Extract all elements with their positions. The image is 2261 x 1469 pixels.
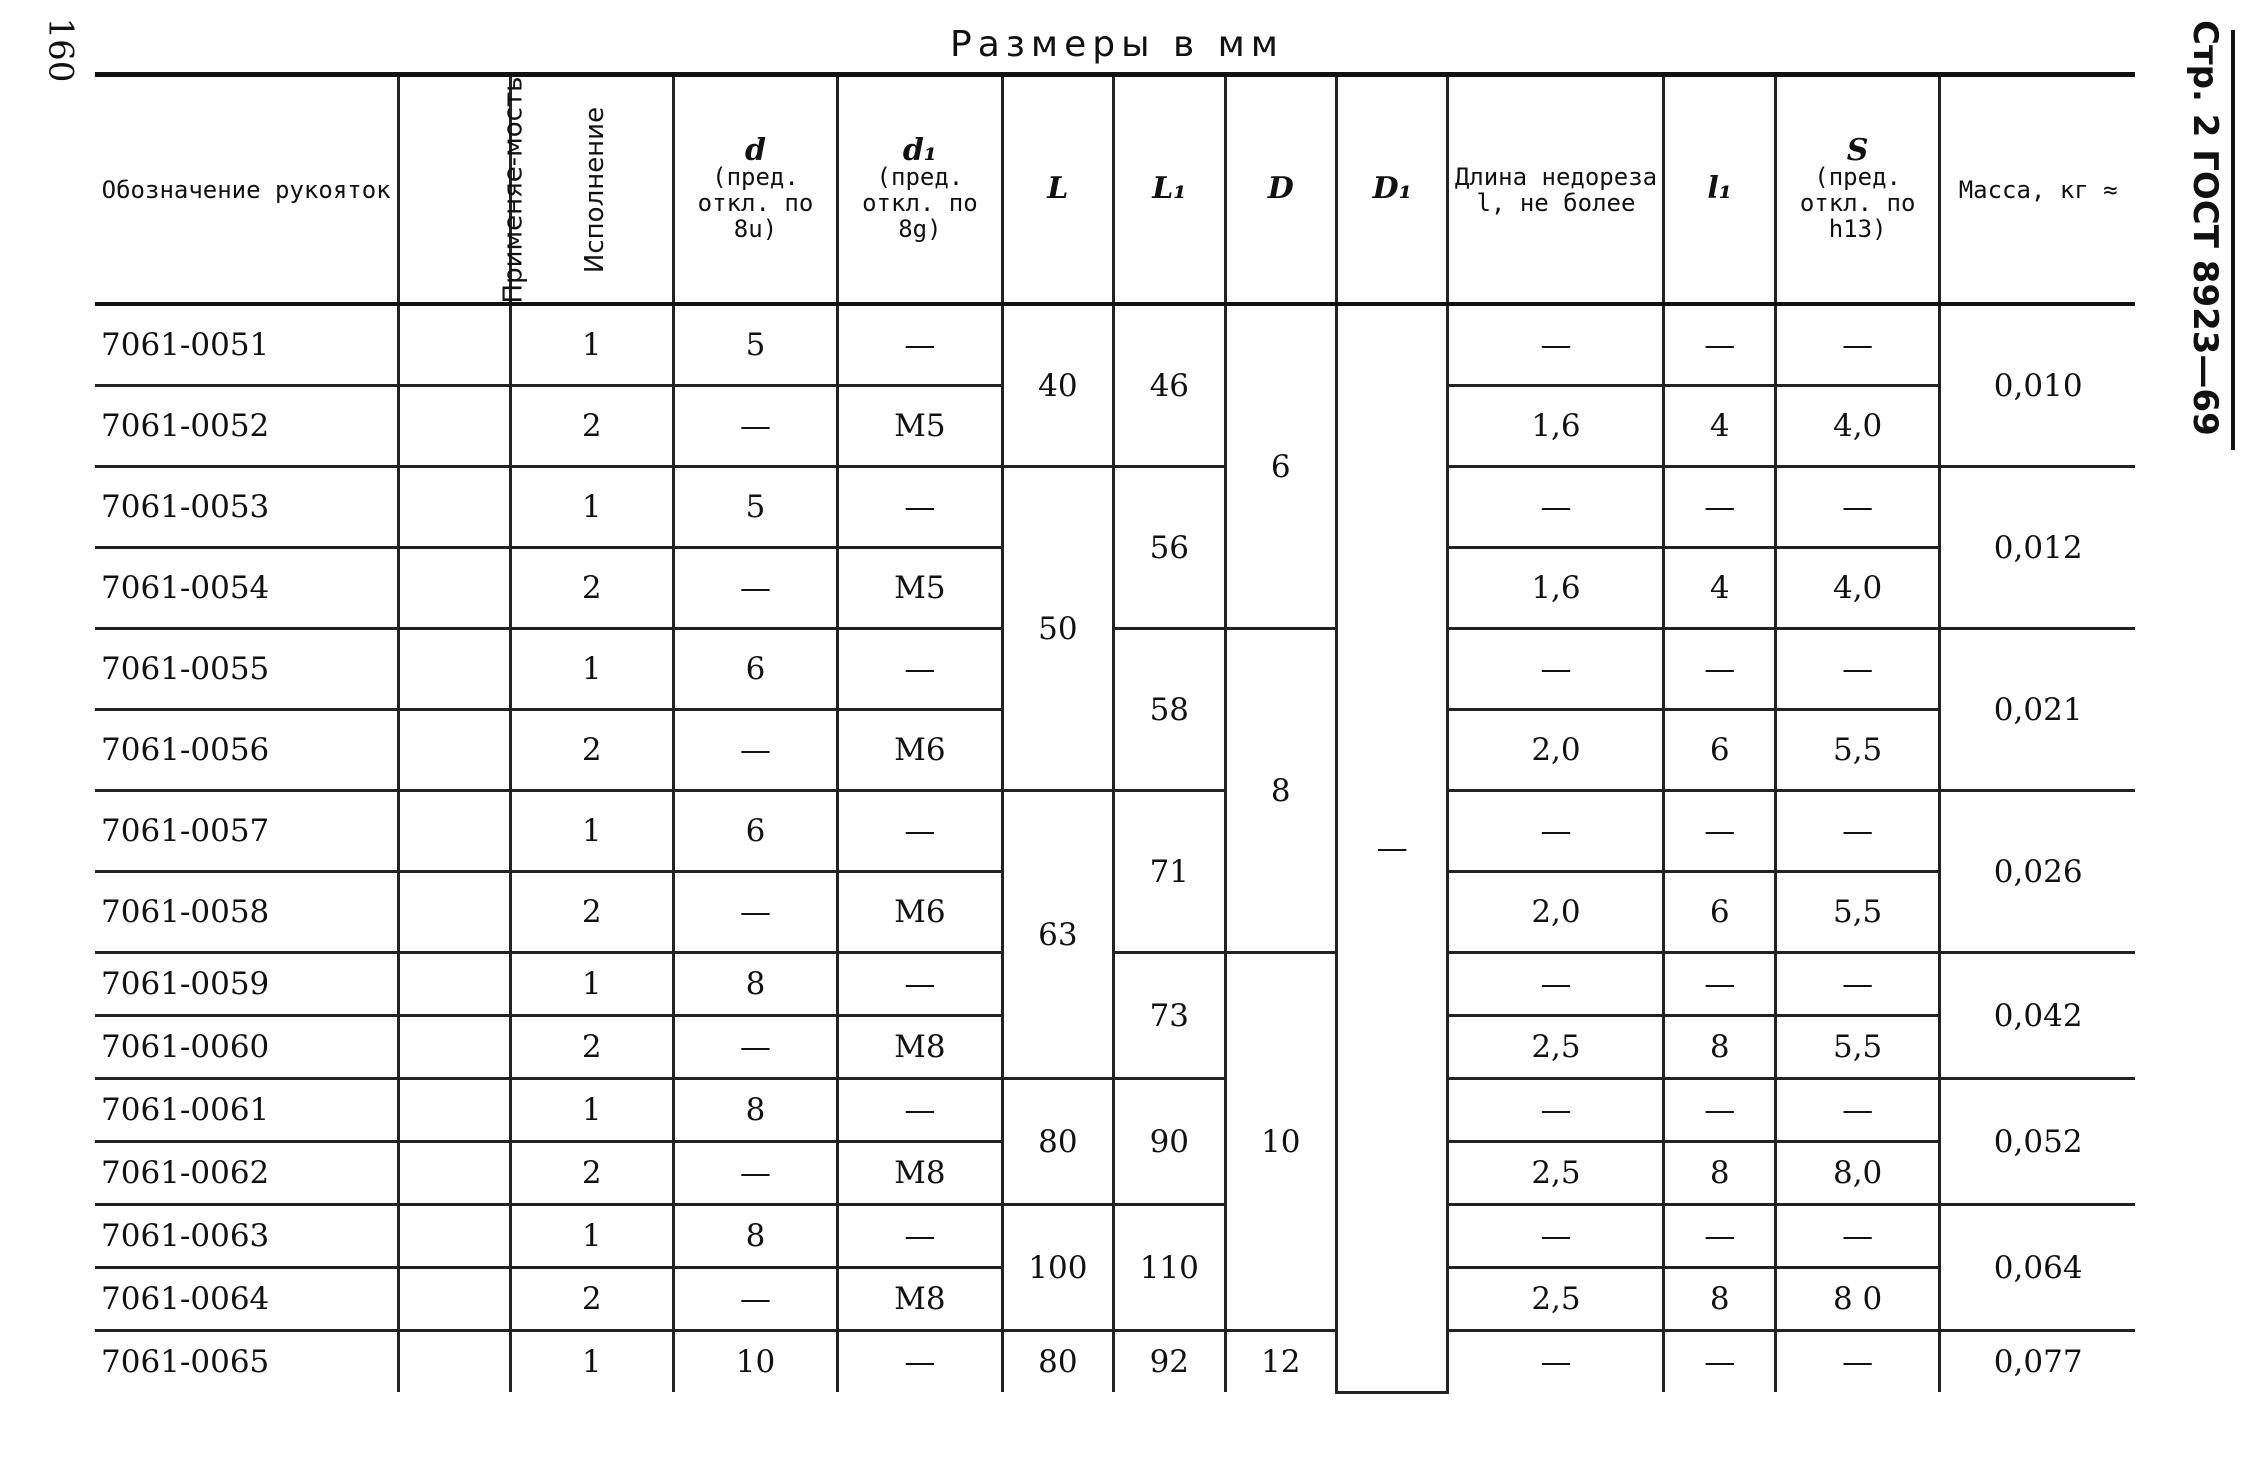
applicability-cell <box>399 1142 510 1205</box>
D-cell: 8 <box>1225 629 1336 953</box>
d1-cell: М6 <box>838 872 1002 953</box>
designation-cell: 7061-0064 <box>95 1268 399 1331</box>
col-L1 <box>1114 75 1225 305</box>
s-cell: — <box>1775 304 1939 386</box>
undercut-cell: 1,6 <box>1448 386 1664 467</box>
d-cell: 5 <box>673 467 837 548</box>
page-number: 160 <box>40 17 81 83</box>
L-cell: 50 <box>1002 467 1113 791</box>
d1-cell: — <box>838 629 1002 710</box>
applicability-cell <box>399 629 510 710</box>
d1-cell: М5 <box>838 548 1002 629</box>
d-cell: 5 <box>673 304 837 386</box>
version-cell: 2 <box>510 1016 673 1079</box>
d1-cell: — <box>838 1079 1002 1142</box>
designation-cell: 7061-0060 <box>95 1016 399 1079</box>
D-cell: 12 <box>1225 1331 1336 1393</box>
s-cell: — <box>1775 467 1939 548</box>
s-cell: — <box>1775 629 1939 710</box>
designation-cell: 7061-0056 <box>95 710 399 791</box>
l1-cell: 6 <box>1664 872 1775 953</box>
undercut-cell: 2,5 <box>1448 1142 1664 1205</box>
col-d <box>673 75 837 305</box>
table-row <box>95 791 2135 872</box>
col-l1 <box>1664 75 1775 305</box>
undercut-cell: — <box>1448 629 1664 710</box>
col-designation-label: Обозначение рукояток <box>101 175 391 204</box>
l1-cell: — <box>1664 304 1775 386</box>
col-d-note: (пред. откл. по 8u) <box>697 162 814 243</box>
d1-cell: — <box>838 1331 1002 1393</box>
applicability-cell <box>399 1016 510 1079</box>
col-D1 <box>1337 75 1448 305</box>
col-undercut-label: Длина недореза l, не более <box>1454 162 1658 217</box>
d1-cell: — <box>838 1205 1002 1268</box>
s-cell: 5,5 <box>1775 872 1939 953</box>
d-cell: 10 <box>673 1331 837 1393</box>
L1-cell: 71 <box>1114 791 1225 953</box>
s-cell: 4,0 <box>1775 548 1939 629</box>
table-row <box>95 1331 2135 1393</box>
d1-cell: — <box>838 953 1002 1016</box>
col-L <box>1002 75 1113 305</box>
table-row <box>95 629 2135 710</box>
col-d-symbol: d <box>744 132 766 168</box>
s-cell: 4,0 <box>1775 386 1939 467</box>
col-d1-note: (пред. откл. по 8g) <box>862 162 978 243</box>
s-cell: 8,0 <box>1775 1142 1939 1205</box>
version-cell: 1 <box>510 467 673 548</box>
col-applicability <box>399 75 529 305</box>
d1-cell: М5 <box>838 386 1002 467</box>
designation-cell: 7061-0054 <box>95 548 399 629</box>
undercut-cell: — <box>1448 304 1664 386</box>
col-l1-label: l₁ <box>1707 171 1732 206</box>
col-applicability-label: Применяе-мость <box>498 76 529 303</box>
designation-cell: 7061-0062 <box>95 1142 399 1205</box>
col-D <box>1225 75 1336 305</box>
version-cell: 2 <box>510 710 673 791</box>
applicability-cell <box>399 386 510 467</box>
col-undercut <box>1448 75 1664 305</box>
table-row <box>95 1205 2135 1268</box>
undercut-cell: — <box>1448 1205 1664 1268</box>
L-cell: 80 <box>1002 1331 1113 1393</box>
version-cell: 1 <box>510 1331 673 1393</box>
s-cell: — <box>1775 791 1939 872</box>
l1-cell: 4 <box>1664 386 1775 467</box>
version-cell: 2 <box>510 548 673 629</box>
mass-cell: 0,021 <box>1940 629 2135 791</box>
undercut-cell: 2,0 <box>1448 710 1664 791</box>
L1-cell: 46 <box>1114 304 1225 467</box>
undercut-cell: — <box>1448 1079 1664 1142</box>
col-D1-label: D₁ <box>1372 171 1412 206</box>
undercut-cell: — <box>1448 953 1664 1016</box>
l1-cell: 8 <box>1664 1268 1775 1331</box>
mass-cell: 0,042 <box>1940 953 2135 1079</box>
mass-cell: 0,077 <box>1940 1331 2135 1393</box>
d-cell: — <box>673 710 837 791</box>
applicability-cell <box>399 953 510 1016</box>
undercut-cell: 2,0 <box>1448 872 1664 953</box>
designation-cell: 7061-0055 <box>95 629 399 710</box>
s-cell: — <box>1775 1205 1939 1268</box>
d-cell: — <box>673 1016 837 1079</box>
d-cell: — <box>673 548 837 629</box>
L-cell: 100 <box>1002 1205 1113 1331</box>
undercut-cell: — <box>1448 1331 1664 1393</box>
d1-cell: — <box>838 791 1002 872</box>
s-cell: 5,5 <box>1775 710 1939 791</box>
L-cell: 63 <box>1002 791 1113 1079</box>
col-S <box>1775 75 1939 305</box>
s-cell: — <box>1775 1079 1939 1142</box>
applicability-cell <box>399 1331 510 1393</box>
applicability-cell <box>399 1079 510 1142</box>
col-d1 <box>838 75 1002 305</box>
col-mass <box>1940 75 2135 305</box>
dimensions-table <box>95 72 2135 1394</box>
col-version <box>510 75 673 305</box>
l1-cell: — <box>1664 791 1775 872</box>
l1-cell: — <box>1664 629 1775 710</box>
designation-cell: 7061-0065 <box>101 1344 270 1380</box>
version-cell: 2 <box>510 386 673 467</box>
table-row <box>95 304 2135 386</box>
col-S-note: (пред. откл. по h13) <box>1799 162 1916 243</box>
s-cell: 5,5 <box>1775 1016 1939 1079</box>
L1-cell: 92 <box>1114 1331 1225 1393</box>
standard-reference: Стр. 2 ГОСТ 8923—69 <box>2185 20 2225 436</box>
applicability-cell <box>399 872 510 953</box>
col-d1-symbol: d₁ <box>902 132 937 168</box>
d-cell: 8 <box>673 1205 837 1268</box>
d1-cell: М8 <box>838 1016 1002 1079</box>
mass-cell: 0,012 <box>1940 467 2135 629</box>
s-cell: — <box>1775 953 1939 1016</box>
applicability-cell <box>399 467 510 548</box>
undercut-cell: 2,5 <box>1448 1268 1664 1331</box>
s-cell: — <box>1775 1331 1939 1393</box>
table-row <box>95 467 2135 548</box>
L-cell: 80 <box>1002 1079 1113 1205</box>
undercut-cell: — <box>1448 791 1664 872</box>
d1-cell: — <box>838 304 1002 386</box>
version-cell: 2 <box>510 1142 673 1205</box>
col-mass-label: Масса, кг ≈ <box>1958 175 2118 204</box>
side-header <box>2175 20 2235 450</box>
d1-cell: М6 <box>838 710 1002 791</box>
l1-cell: 6 <box>1664 710 1775 791</box>
L1-cell: 110 <box>1114 1205 1225 1331</box>
mass-cell: 0,010 <box>1940 304 2135 467</box>
col-L-label: L <box>1047 171 1069 206</box>
d-cell: 6 <box>673 629 837 710</box>
version-cell: 1 <box>510 1205 673 1268</box>
col-version-label: Исполнение <box>579 106 610 273</box>
applicability-cell <box>399 304 510 386</box>
l1-cell: 8 <box>1664 1016 1775 1079</box>
d1-cell: М8 <box>838 1142 1002 1205</box>
D1-cell: — <box>1337 304 1448 1392</box>
L-cell: 40 <box>1002 304 1113 467</box>
col-designation <box>95 75 399 305</box>
applicability-cell <box>399 1268 510 1331</box>
dimensions-title: Размеры в мм <box>950 24 1284 65</box>
applicability-cell <box>399 548 510 629</box>
designation-cell: 7061-0057 <box>95 791 399 872</box>
l1-cell: — <box>1664 1331 1775 1393</box>
designation-cell: 7061-0058 <box>95 872 399 953</box>
d-cell: 8 <box>673 953 837 1016</box>
L1-cell: 56 <box>1114 467 1225 629</box>
undercut-cell: 1,6 <box>1448 548 1664 629</box>
s-cell: 8 0 <box>1775 1268 1939 1331</box>
undercut-cell: — <box>1448 467 1664 548</box>
mass-cell: 0,052 <box>1940 1079 2135 1205</box>
version-cell: 1 <box>510 791 673 872</box>
d-cell: 8 <box>673 1079 837 1142</box>
col-S-symbol: S <box>1846 132 1869 168</box>
col-L1-label: L₁ <box>1152 171 1187 206</box>
L1-cell: 73 <box>1114 953 1225 1079</box>
applicability-cell <box>399 710 510 791</box>
designation-cell: 7061-0053 <box>95 467 399 548</box>
l1-cell: 8 <box>1664 1142 1775 1205</box>
l1-cell: — <box>1664 467 1775 548</box>
table-row <box>95 1079 2135 1142</box>
designation-cell: 7061-0052 <box>95 386 399 467</box>
applicability-cell <box>399 1205 510 1268</box>
header-row <box>95 75 2135 305</box>
d1-cell: М8 <box>838 1268 1002 1331</box>
dimensions-table-wrap <box>95 72 2135 1394</box>
D-cell: 10 <box>1225 953 1336 1331</box>
d-cell: — <box>673 1268 837 1331</box>
L1-cell: 58 <box>1114 629 1225 791</box>
D-cell: 6 <box>1225 304 1336 629</box>
version-cell: 2 <box>510 1268 673 1331</box>
table-row <box>95 953 2135 1016</box>
l1-cell: — <box>1664 1079 1775 1142</box>
col-D-label: D <box>1267 171 1294 206</box>
version-cell: 1 <box>510 304 673 386</box>
d-cell: 6 <box>673 791 837 872</box>
undercut-cell: 2,5 <box>1448 1016 1664 1079</box>
mass-cell: 0,064 <box>1940 1205 2135 1331</box>
designation-cell: 7061-0063 <box>95 1205 399 1268</box>
applicability-cell <box>399 791 510 872</box>
version-cell: 2 <box>510 872 673 953</box>
l1-cell: 4 <box>1664 548 1775 629</box>
l1-cell: — <box>1664 1205 1775 1268</box>
designation-cell: 7061-0051 <box>95 304 399 386</box>
version-cell: 1 <box>510 953 673 1016</box>
version-cell: 1 <box>510 629 673 710</box>
designation-cell: 7061-0059 <box>95 953 399 1016</box>
l1-cell: — <box>1664 953 1775 1016</box>
side-rule <box>2231 30 2235 450</box>
L1-cell: 90 <box>1114 1079 1225 1205</box>
d-cell: — <box>673 1142 837 1205</box>
d-cell: — <box>673 386 837 467</box>
mass-cell: 0,026 <box>1940 791 2135 953</box>
version-cell: 1 <box>510 1079 673 1142</box>
d-cell: — <box>673 872 837 953</box>
designation-cell: 7061-0061 <box>95 1079 399 1142</box>
d1-cell: — <box>838 467 1002 548</box>
